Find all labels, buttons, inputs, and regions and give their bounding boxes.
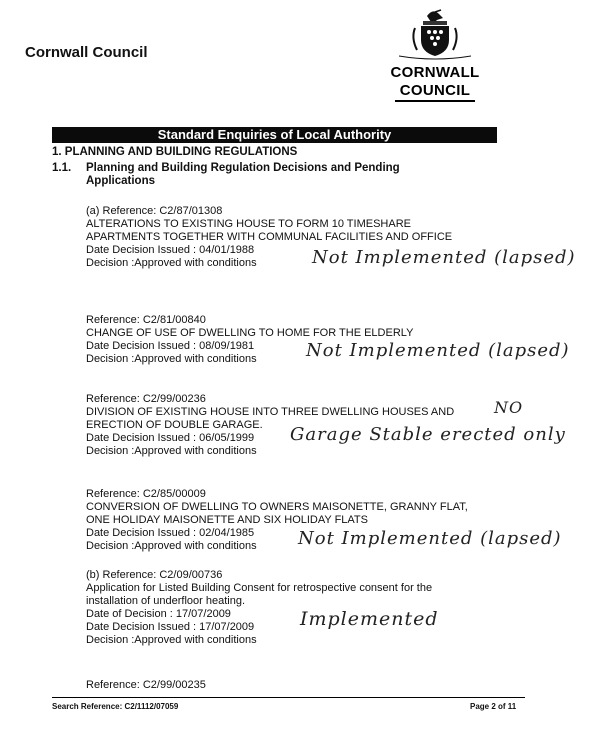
footer-search-reference: Search Reference: C2/1112/07059: [52, 702, 179, 711]
entry-description: CONVERSION OF DWELLING TO OWNERS MAISONETTE, GRANNY FLAT,: [86, 501, 468, 513]
planning-entry: [86, 679, 206, 692]
entry-description: CHANGE OF USE OF DWELLING TO HOME FOR THE ELDERLY: [86, 327, 414, 339]
crest-icon: [385, 6, 485, 64]
entry-reference: (b) Reference: C2/09/00736: [86, 569, 223, 581]
entry-date-issued: Date Decision Issued : 08/09/1981: [86, 340, 255, 352]
entry-description: DIVISION OF EXISTING HOUSE INTO THREE DWELLING HOUSES AND: [86, 406, 455, 418]
subheading-number: 1.1.: [52, 162, 72, 174]
entry-reference: Reference: C2/99/00235: [86, 679, 206, 691]
handwritten-note: Not Implemented (lapsed): [312, 247, 576, 268]
entry-date-issued: Date Decision Issued : 02/04/1985: [86, 527, 255, 539]
entry-date-issued: Date Decision Issued : 06/05/1999: [86, 432, 255, 444]
entry-date-issued: Date Decision Issued : 17/07/2009: [86, 621, 255, 633]
entry-decision: Decision :Approved with conditions: [86, 540, 257, 552]
handwritten-note: Not Implemented (lapsed): [306, 340, 570, 361]
entry-description: installation of underfloor heating.: [86, 595, 245, 607]
logo-underline: [395, 100, 475, 102]
entry-reference: Reference: C2/81/00840: [86, 314, 206, 326]
logo-line-council: COUNCIL: [399, 82, 471, 99]
handwritten-note-no: NO: [494, 398, 524, 417]
handwritten-note: Not Implemented (lapsed): [298, 528, 562, 549]
entry-decision: Decision :Approved with conditions: [86, 257, 257, 269]
footer-rule: [52, 697, 525, 698]
entry-description: ERECTION OF DOUBLE GARAGE.: [86, 419, 263, 431]
entry-description: APARTMENTS TOGETHER WITH COMMUNAL FACILITIES AND OFFICE: [86, 231, 453, 243]
heading-planning: 1. PLANNING AND BUILDING REGULATIONS: [52, 146, 298, 158]
entry-decision: Decision :Approved with conditions: [86, 634, 257, 646]
entry-reference: Reference: C2/85/00009: [86, 488, 206, 500]
entry-description: Application for Listed Building Consent for retrospective consent for the: [86, 582, 433, 594]
entry-date-of-decision: Date of Decision : 17/07/2009: [86, 608, 231, 620]
logo-line-cornwall: CORNWALL: [390, 64, 480, 81]
entry-reference: Reference: C2/99/00236: [86, 393, 206, 405]
entry-reference: (a) Reference: C2/87/01308: [86, 205, 223, 217]
handwritten-note: Implemented: [300, 608, 439, 630]
entry-decision: Decision :Approved with conditions: [86, 445, 257, 457]
entry-date-issued: Date Decision Issued : 04/01/1988: [86, 244, 255, 256]
entry-description: ONE HOLIDAY MAISONETTE AND SIX HOLIDAY FLATS: [86, 514, 368, 526]
subheading-text: Planning and Building Regulation Decisions and Pending Applications: [86, 162, 400, 187]
council-logo: [385, 6, 485, 104]
entry-description: ALTERATIONS TO EXISTING HOUSE TO FORM 10 TIMESHARE: [86, 218, 411, 230]
council-title: Cornwall Council: [25, 44, 148, 61]
footer-page-number: Page 2 of 11: [470, 702, 517, 711]
section-title-bar: Standard Enquiries of Local Authority: [52, 127, 497, 143]
handwritten-note: Garage Stable erected only: [290, 424, 566, 445]
entry-decision: Decision :Approved with conditions: [86, 353, 257, 365]
